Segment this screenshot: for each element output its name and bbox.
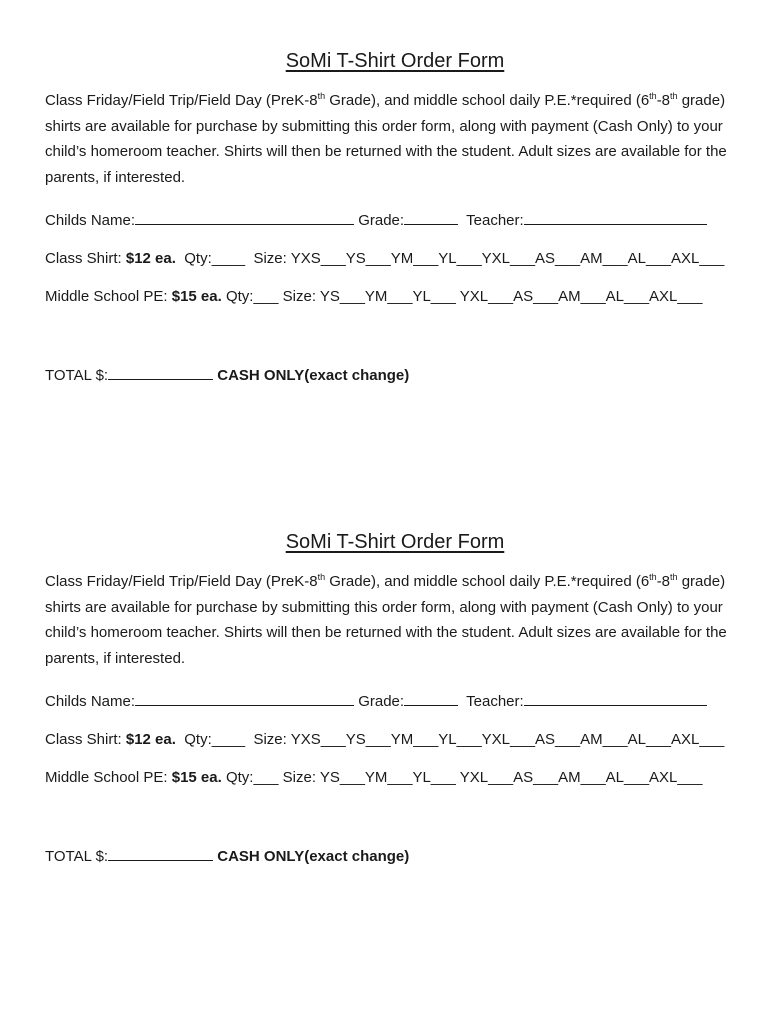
form-title: SoMi T-Shirt Order Form	[285, 531, 505, 553]
intro-text-d: grade) shirts are available for purchase by submitting this order form, along with payment (Cash Only) to your child’s homeroom teacher. Shirts will then be returned with the student. Adult sizes are available for the parents, if interested.	[45, 573, 727, 667]
grade-label: Grade:	[358, 212, 405, 229]
class-shirt-row	[45, 249, 745, 269]
intro-text-b: Grade), and middle school daily P.E.*required (6	[325, 573, 650, 590]
intro-text-a: Class Friday/Field Trip/Field Day (PreK-8	[45, 573, 318, 590]
intro-sup-3: th	[670, 91, 678, 101]
total-label: TOTAL $:	[45, 367, 109, 384]
middle-school-pe-row	[45, 287, 745, 307]
teacher-label: Teacher:	[466, 693, 524, 710]
intro-sup-2: th	[649, 572, 657, 582]
order-form-bottom	[45, 529, 745, 867]
total-row	[45, 845, 745, 867]
class-shirt-qty-sizes[interactable]: Qty:____ Size: YXS___YS___YM___YL___YXL___AS___AM___AL___AXL___	[175, 731, 725, 748]
form-intro-paragraph	[45, 88, 737, 190]
ms-pe-qty-sizes[interactable]: Qty:___ Size: YS___YM___YL___ YXL___AS___AM___AL___AXL___	[221, 288, 703, 305]
intro-text-c: -8	[656, 92, 671, 109]
class-shirt-price: $12 ea.	[125, 731, 176, 748]
total-field[interactable]	[108, 364, 213, 380]
student-info-row	[45, 690, 745, 712]
class-shirt-label: Class Shirt:	[45, 731, 126, 748]
ms-pe-label: Middle School PE:	[45, 288, 172, 305]
teacher-label: Teacher:	[466, 212, 524, 229]
form-intro-paragraph	[45, 569, 737, 671]
total-field[interactable]	[108, 845, 213, 861]
class-shirt-label: Class Shirt:	[45, 250, 126, 267]
intro-text-d: grade) shirts are available for purchase by submitting this order form, along with payment (Cash Only) to your child’s homeroom teacher. Shirts will then be returned with the student. Adult sizes are available for the parents, if interested.	[45, 92, 727, 186]
intro-text-c: -8	[656, 573, 671, 590]
class-shirt-price: $12 ea.	[125, 250, 176, 267]
intro-sup-3: th	[670, 572, 678, 582]
cash-only-note: CASH ONLY(exact change)	[217, 367, 410, 384]
teacher-field[interactable]	[524, 690, 707, 706]
intro-sup-1: th	[317, 91, 326, 101]
grade-label: Grade:	[358, 693, 405, 710]
total-label: TOTAL $:	[45, 848, 109, 865]
intro-text-b: Grade), and middle school daily P.E.*required (6	[325, 92, 650, 109]
ms-pe-label: Middle School PE:	[45, 769, 172, 786]
teacher-field[interactable]	[524, 209, 707, 225]
total-row	[45, 364, 745, 386]
cash-only-note: CASH ONLY(exact change)	[217, 848, 410, 865]
class-shirt-qty-sizes[interactable]: Qty:____ Size: YXS___YS___YM___YL___YXL___AS___AM___AL___AXL___	[175, 250, 725, 267]
childs-name-field[interactable]	[135, 690, 354, 706]
ms-pe-qty-sizes[interactable]: Qty:___ Size: YS___YM___YL___ YXL___AS___AM___AL___AXL___	[221, 769, 703, 786]
ms-pe-price: $15 ea.	[171, 288, 222, 305]
childs-name-label: Childs Name:	[45, 212, 136, 229]
grade-field[interactable]	[404, 209, 458, 225]
class-shirt-row	[45, 730, 745, 750]
intro-text-a: Class Friday/Field Trip/Field Day (PreK-8	[45, 92, 318, 109]
intro-sup-1: th	[317, 572, 326, 582]
form-title: SoMi T-Shirt Order Form	[285, 50, 505, 72]
childs-name-field[interactable]	[135, 209, 354, 225]
order-form-top	[45, 48, 745, 386]
ms-pe-price: $15 ea.	[171, 769, 222, 786]
intro-sup-2: th	[649, 91, 657, 101]
grade-field[interactable]	[404, 690, 458, 706]
childs-name-label: Childs Name:	[45, 693, 136, 710]
middle-school-pe-row	[45, 768, 745, 788]
student-info-row	[45, 209, 745, 231]
